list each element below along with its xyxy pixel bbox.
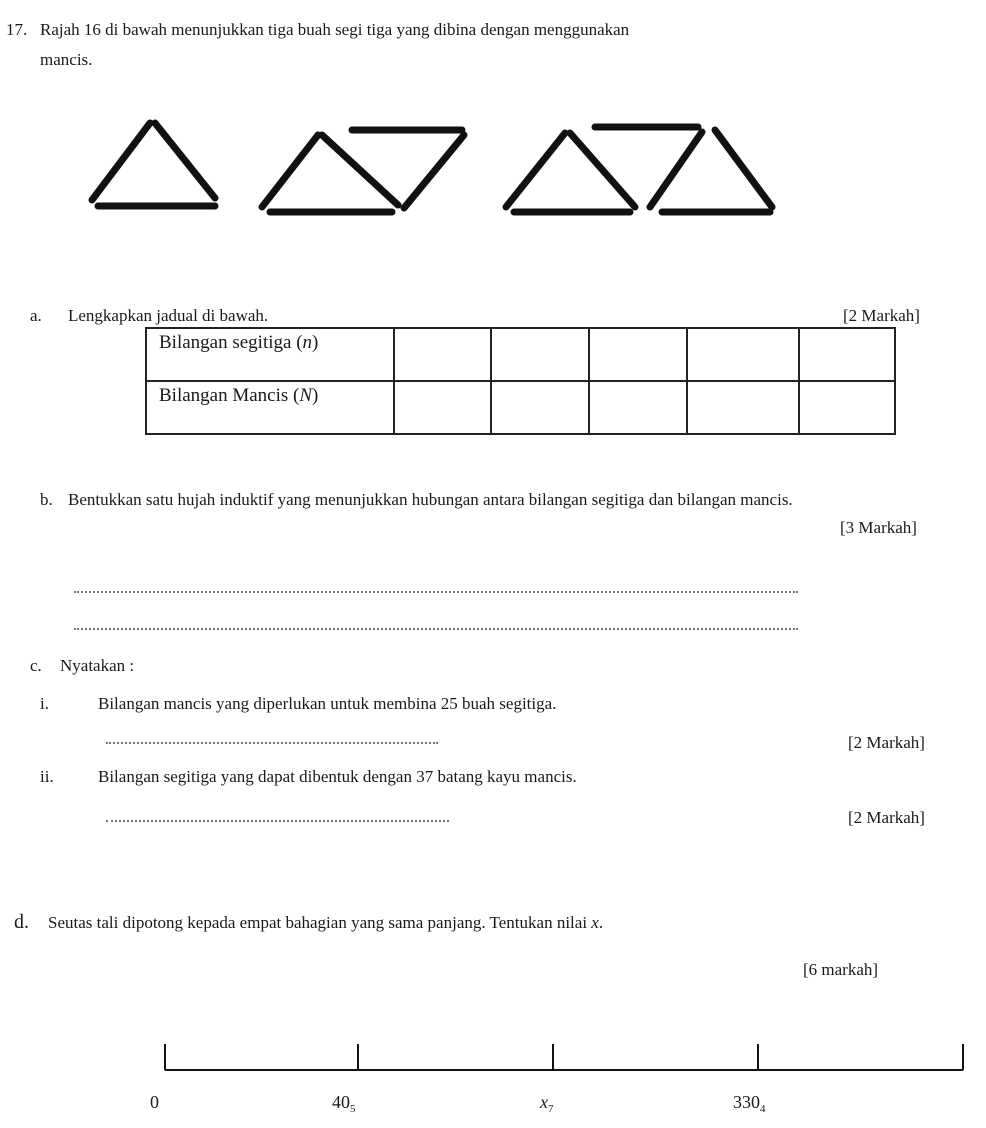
table-cell-N-4[interactable] (687, 381, 799, 434)
table-cell-n-2[interactable] (491, 328, 589, 381)
part-c-ii-text: Bilangan segitiga yang dapat dibentuk dengan 37 batang kayu mancis. (98, 767, 577, 786)
table-row-matches (146, 381, 895, 434)
part-d-marks: [6 markah] (803, 960, 879, 979)
number-line-label-x-base7: $x_7$ (540, 1092, 554, 1115)
question-intro-line1: Rajah 16 di bawah menunjukkan tiga buah segi tiga yang dibina dengan menggunakan (40, 20, 630, 39)
answer-line-c-i[interactable] (106, 742, 438, 744)
table-cell-n-5[interactable] (799, 328, 895, 381)
matchstick-pattern-2 (262, 130, 464, 212)
part-a-letter: a. (30, 306, 42, 325)
answer-line-b-1[interactable] (74, 591, 798, 593)
part-c-ii-numeral: ii. (40, 767, 54, 786)
table-cell-n-1[interactable] (394, 328, 491, 381)
row-label-matches: Bilangan Mancis (N) (146, 381, 394, 434)
table-cell-N-3[interactable] (589, 381, 687, 434)
part-c-letter: c. (30, 656, 42, 675)
row-label-triangles: Bilangan segitiga (n) (146, 328, 394, 381)
number-line-label-40-base5: $40_5$ (332, 1092, 356, 1115)
part-c-instruction: Nyatakan : (60, 656, 135, 675)
part-b-instruction: Bentukkan satu hujah induktif yang menunjukkan hubungan antara bilangan segitiga dan bilangan mancis. (68, 490, 793, 509)
part-a-instruction: Lengkapkan jadual di bawah. (68, 306, 269, 325)
part-c-i-marks: [2 Markah] (848, 733, 925, 752)
number-line-label-0: 0 (150, 1092, 159, 1112)
answer-line-b-2[interactable] (74, 628, 798, 630)
pattern-table (145, 327, 896, 435)
matchstick-pattern-3 (506, 127, 772, 212)
part-d-letter: d. (14, 911, 29, 933)
part-d-instruction: Seutas tali dipotong kepada empat bahagian yang sama panjang. Tentukan nilai x. (48, 913, 604, 932)
part-a-marks: [2 Markah] (843, 306, 920, 325)
table-cell-N-5[interactable] (799, 381, 895, 434)
part-c-ii-marks: [2 Markah] (848, 808, 925, 827)
part-c-i-text: Bilangan mancis yang diperlukan untuk membina 25 buah segitiga. (98, 694, 557, 713)
part-b-marks: [3 Markah] (840, 518, 917, 537)
table-cell-n-4[interactable] (687, 328, 799, 381)
table-cell-N-1[interactable] (394, 381, 491, 434)
matchstick-figure (0, 0, 986, 300)
part-b-letter: b. (40, 490, 53, 509)
matchstick-pattern-1 (92, 123, 215, 206)
table-cell-N-2[interactable] (491, 381, 589, 434)
part-c-i-numeral: i. (40, 694, 49, 713)
number-line-label-330-base4: $330_4$ (733, 1092, 766, 1115)
table-row-triangles (146, 328, 895, 381)
question-number: 17. (6, 20, 28, 39)
table-cell-n-3[interactable] (589, 328, 687, 381)
question-intro-line2: mancis. (40, 50, 93, 69)
answer-line-c-ii[interactable] (106, 820, 449, 822)
